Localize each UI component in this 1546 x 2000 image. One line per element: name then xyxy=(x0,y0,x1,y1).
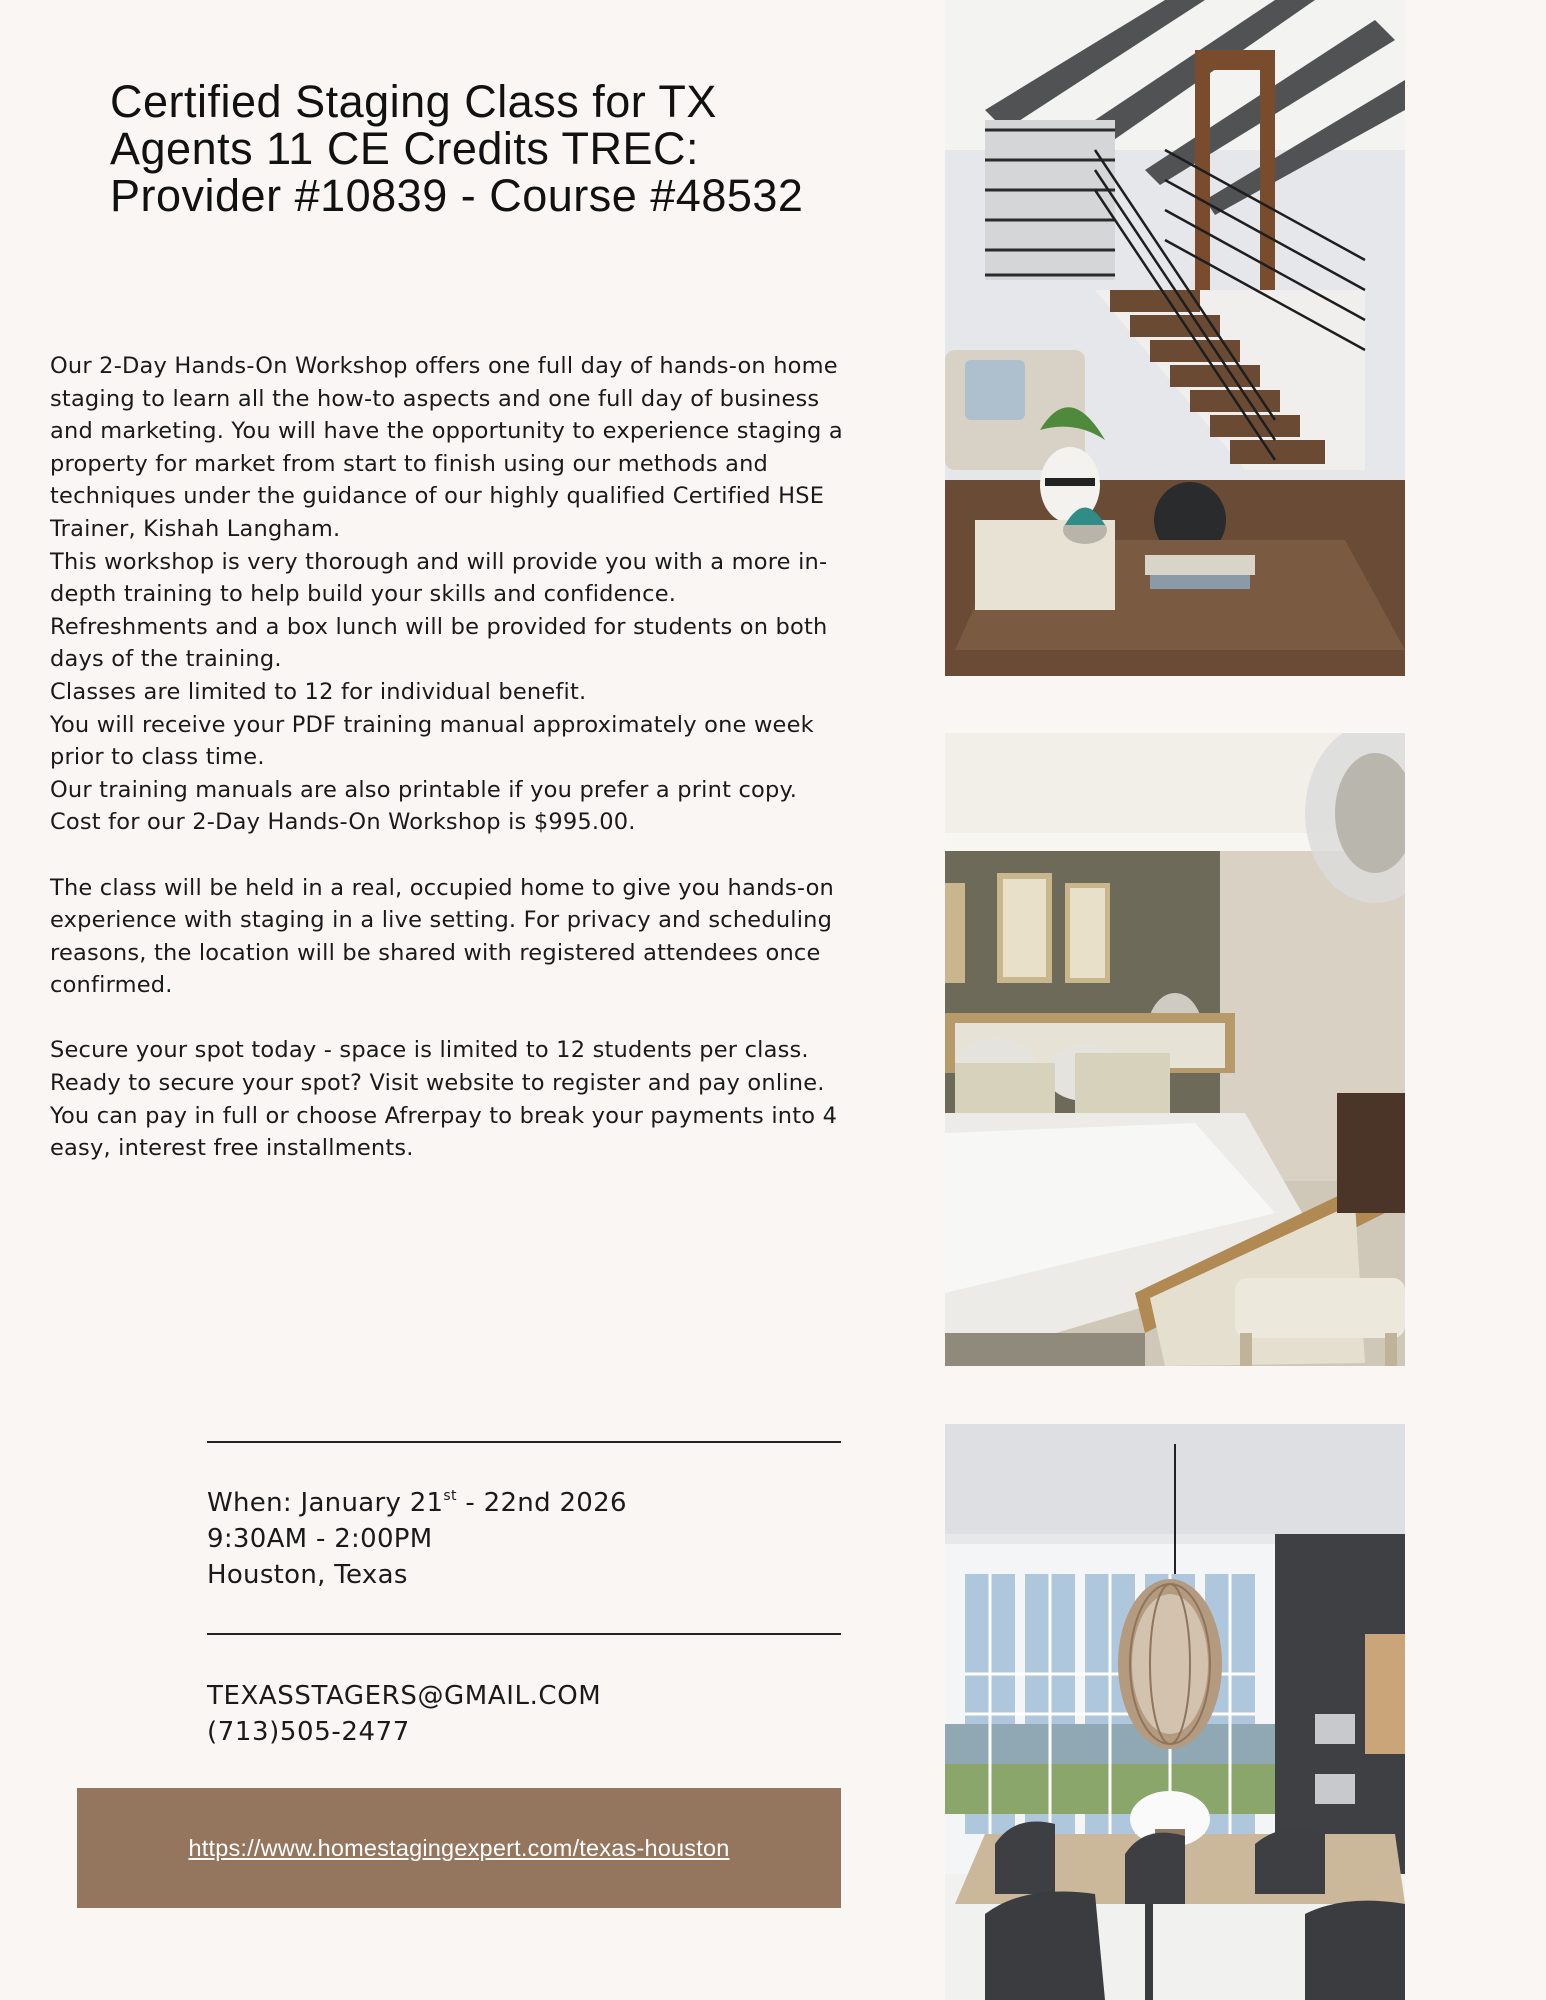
staircase-living-room-photo xyxy=(945,0,1405,676)
contact-info xyxy=(207,1678,847,1750)
description-paragraph: Our 2-Day Hands-On Workshop offers one full day of hands-on home staging to learn all the how-to aspects and one full day of business and marketing. You will have the opportunity to experience staging a property for market from start to finish using our methods and techniques under the guidance of our highly qualified Certified HSE Trainer, Kishah Langham. xyxy=(50,353,843,542)
closing-paragraph: Ready to secure your spot? Visit website to register and pay online. You can pay in full or choose Afrerpay to break your payments into 4 easy, interest free installments. xyxy=(50,1070,838,1162)
event-date-end: - 22nd 2026 xyxy=(456,1488,627,1518)
contact-email[interactable]: TEXASSTAGERS@GMAIL.COM xyxy=(207,1681,602,1711)
closing-paragraph: Secure your spot today - space is limited to 12 students per class. xyxy=(50,1037,809,1064)
divider-top xyxy=(207,1441,841,1443)
contact-phone[interactable]: (713)505-2477 xyxy=(207,1717,410,1747)
description-paragraph: Our training manuals are also printable if you prefer a print copy. xyxy=(50,776,798,803)
location-paragraph: The class will be held in a real, occupied home to give you hands-on experience with staging in a live setting. For privacy and scheduling reasons, the location will be shared with registered attendees once confirmed. xyxy=(50,874,834,999)
description-paragraph: You will receive your PDF training manual approximately one week prior to class time. xyxy=(50,711,814,771)
dining-room-photo xyxy=(945,1424,1405,2000)
description-paragraph: Refreshments and a box lunch will be provided for students on both days of the training. xyxy=(50,613,828,673)
page-title: Certified Staging Class for TX Agents 11 CE Credits TREC: Provider #10839 - Course #48532 xyxy=(110,76,804,221)
divider-bottom xyxy=(207,1633,841,1635)
bedroom-photo xyxy=(945,733,1405,1366)
description-paragraph: This workshop is very thorough and will provide you with a more in-depth training to help build your skills and confidence. xyxy=(50,548,828,608)
event-date xyxy=(207,1485,847,1521)
event-place: Houston, Texas xyxy=(207,1560,408,1590)
event-date-start: When: January 21 xyxy=(207,1488,444,1518)
register-link[interactable]: https://www.homestagingexpert.com/texas-houston xyxy=(188,1834,730,1861)
description xyxy=(50,350,860,1165)
description-paragraph: Classes are limited to 12 for individual benefit. xyxy=(50,678,587,705)
event-details xyxy=(207,1485,847,1593)
register-link-box xyxy=(77,1788,841,1908)
cost-paragraph: Cost for our 2-Day Hands-On Workshop is $995.00. xyxy=(50,809,636,836)
event-time: 9:30AM - 2:00PM xyxy=(207,1524,433,1554)
event-date-ordinal: st xyxy=(443,1488,457,1504)
